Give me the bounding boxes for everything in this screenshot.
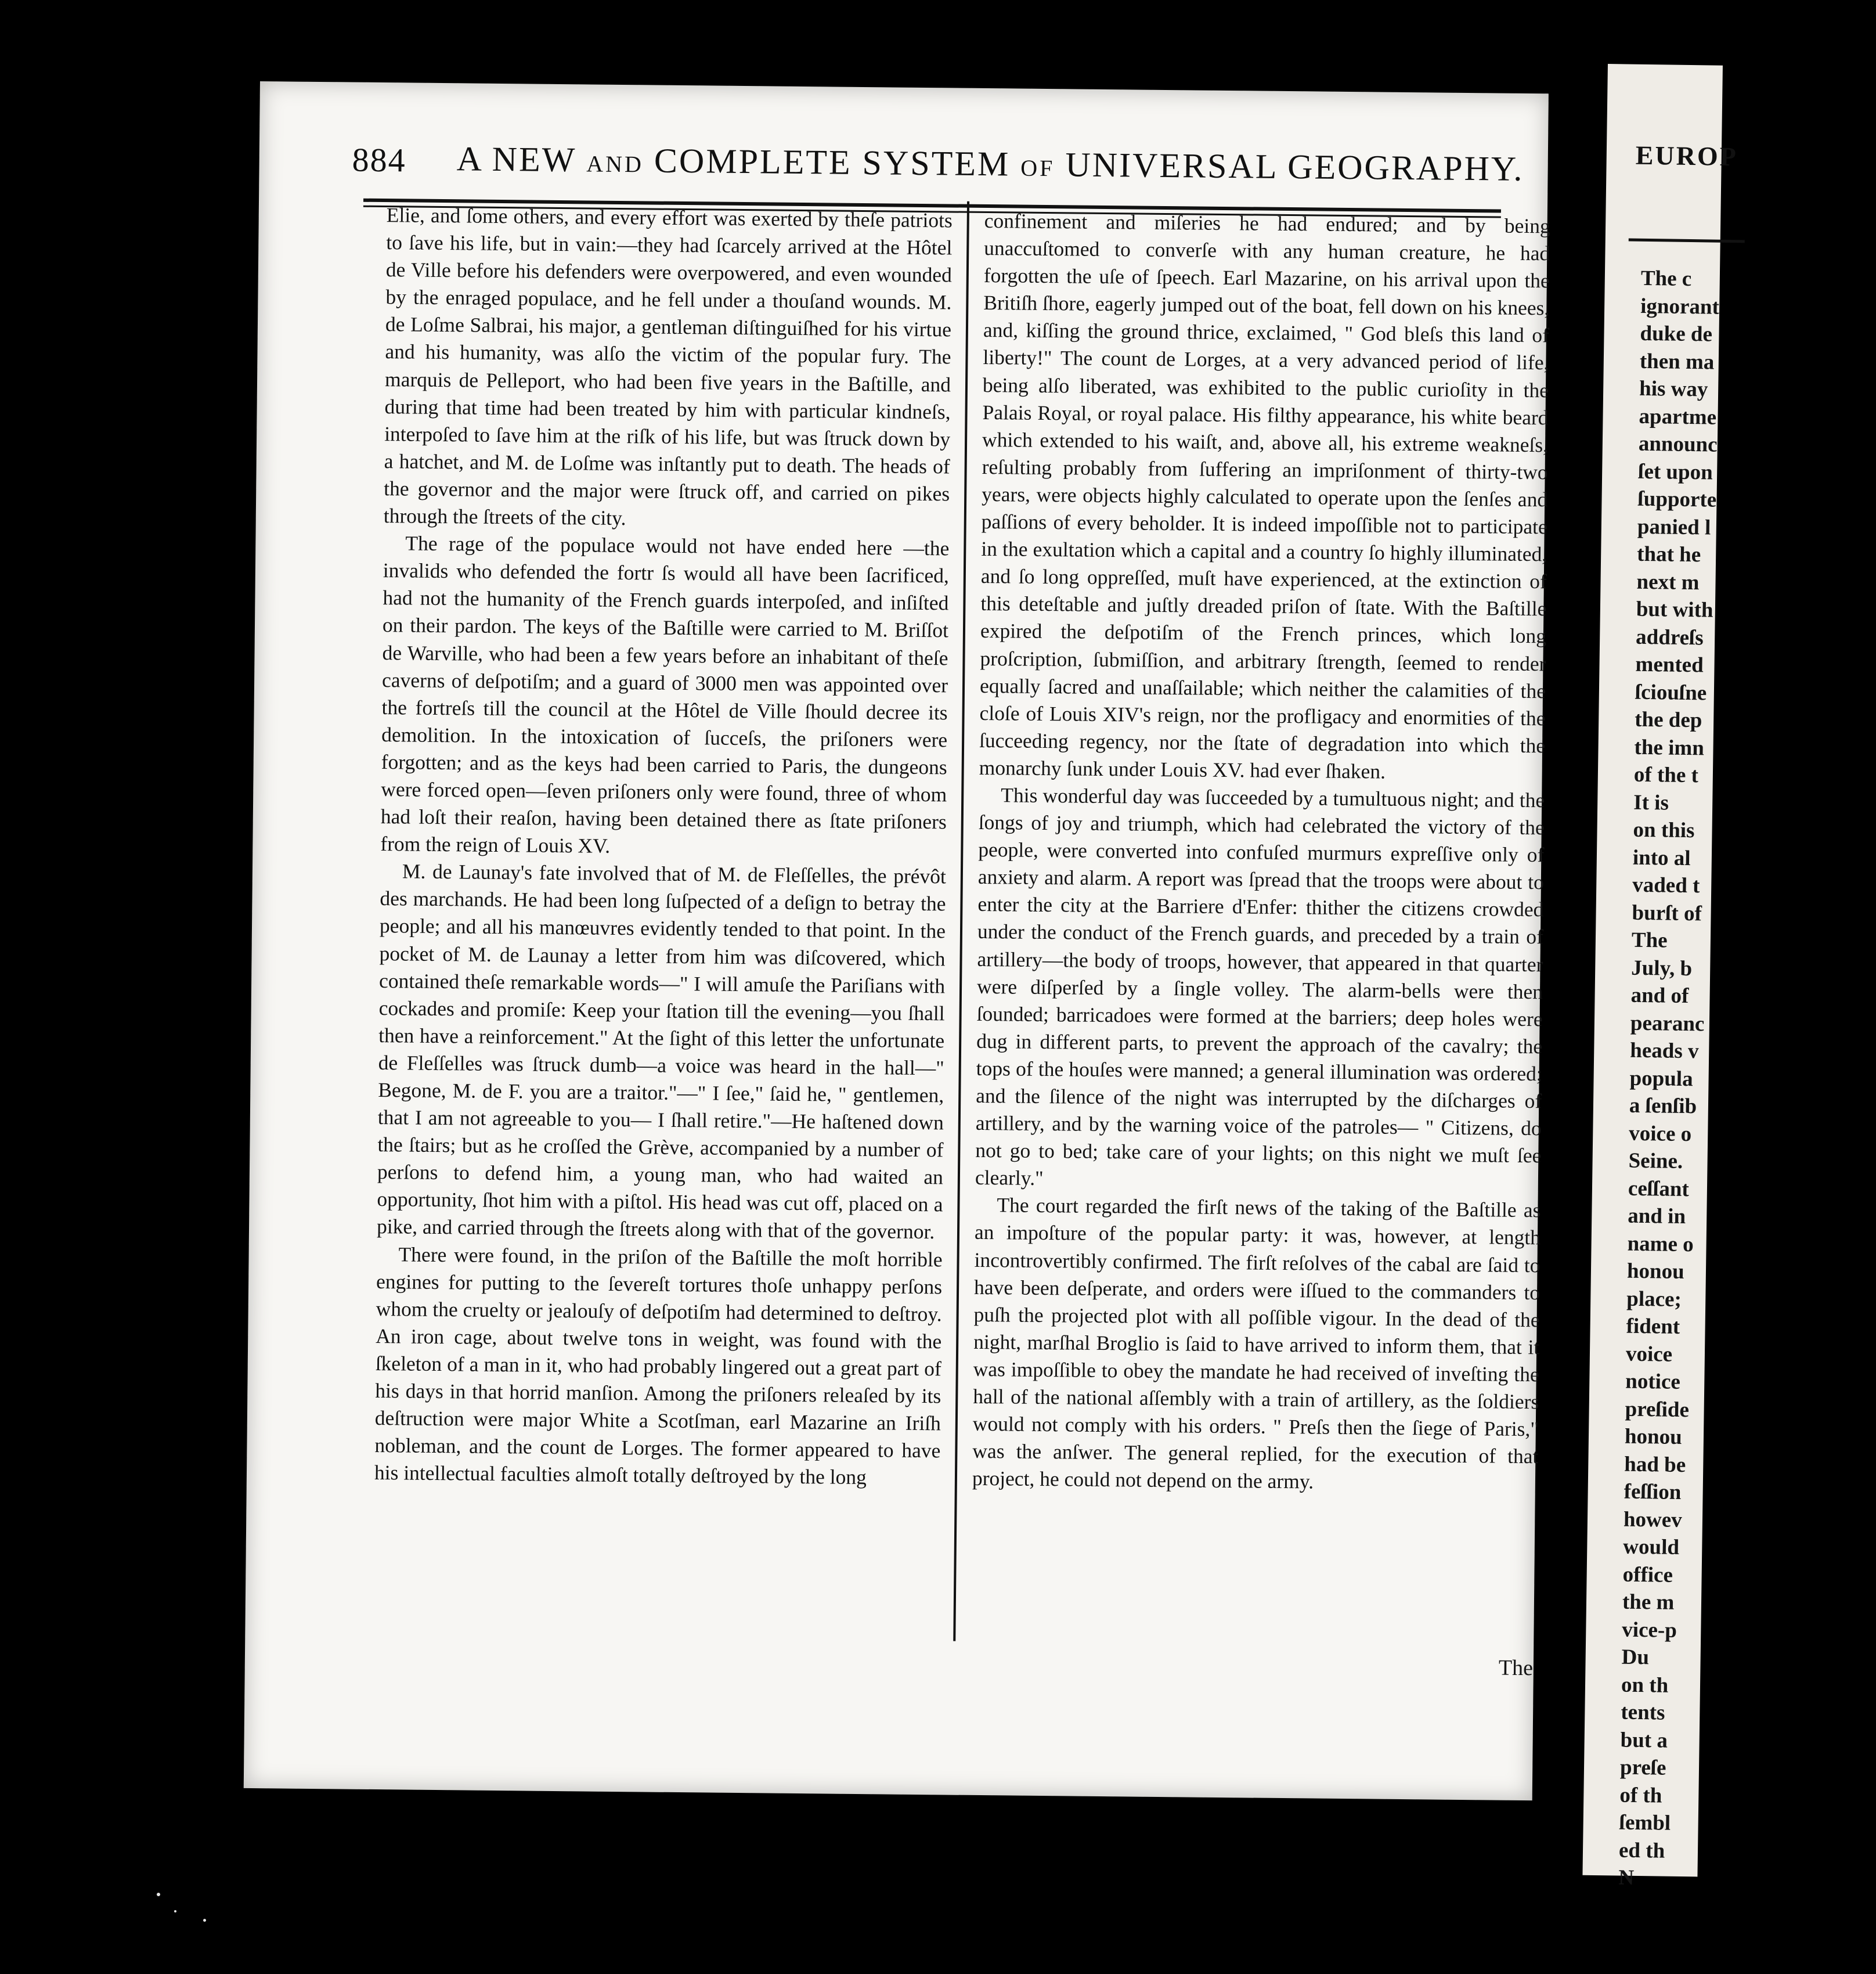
facing-line: panied l <box>1637 514 1711 540</box>
running-header <box>352 135 1524 198</box>
facing-line: vaded t <box>1632 873 1700 898</box>
title-part-b: COMPLETE SYSTEM <box>654 141 1011 183</box>
facing-line: Du <box>1621 1645 1650 1670</box>
facing-line: ed th <box>1618 1838 1665 1863</box>
facing-line: honou <box>1626 1259 1684 1284</box>
facing-line: duke de <box>1640 321 1713 347</box>
title-and: AND <box>586 150 644 178</box>
facing-line: his way <box>1639 376 1708 402</box>
facing-line: mented <box>1635 652 1704 678</box>
facing-line: It is <box>1633 790 1669 815</box>
column-divider <box>953 201 969 1641</box>
facing-line: the m <box>1622 1590 1675 1615</box>
facing-line: July, b <box>1630 956 1693 981</box>
facing-line: apartme <box>1639 404 1717 430</box>
page-number: 884 <box>352 141 407 179</box>
facing-line: fident <box>1626 1314 1680 1339</box>
facing-line: honou <box>1624 1424 1683 1450</box>
facing-line: ceſſant <box>1628 1176 1690 1201</box>
paragraph: confinement and miſeries he had endured; and by being unaccuſtomed to converſe with any human creature, he had forgotten the uſe of ſpeech. Earl Mazarine, on his arrival upon the Britiſh ſhore, eagerly jumped out of the boat, fell down on his knees, and, kiſſing the ground thrice, exclaimed, " God bleſs this land of liberty!" The count de Lorges, at a very advanced period of life, being alſo liberated, was exhibited to the public curioſity in the Palais Royal, or royal palace. His filthy appearance, his white beard which extended to his waiſt, and, above all, his extreme weakneſs, reſulting probably from ſuffering an impriſonment of thirty-two years, were objects highly calculated to operate upon the ſenſes and paſſions of every beholder. It is indeed impoſſible not to participate in the exultation which a capital and a country ſo highly illuminated, and ſo long oppreſſed, muſt have experienced, at the extinction of this deteſtable and juſtly dreaded priſon of ſtate. With the Baſtille expired the deſpotiſm of the French princes, which long proſcription, ſubmiſſion, and arbitrary ſtrength, ſeemed to render equally ſacred and unaſſailable; which neither the calamities of the cloſe of Louis XIV's reign, nor the profligacy and enormities of the ſucceeding regency, nor the ſtate of degradation into which the monarchy ſunk under Louis XV. had ever ſhaken. <box>979 208 1550 783</box>
paragraph: The rage of the populace would not have ended here —the invalids who defended the fortr ſs would all have been ſacrificed, had not the humanity of the French guards interpoſed, and inſiſted on their pardon. The keys of the Baſtille were carried to M. Briſſot de Warville, who had been a few years before an inhabitant of theſe caverns of deſpotiſm; and a guard of 3000 men was appointed over the fortreſs till the council at the Hôtel de Ville ſhould decree its demolition. In the intoxication of ſucceſs, the priſoners were forgotten; and as the keys had been carried to Paris, the dungeons were forced open—ſeven priſoners only were found, three of whom had loſt their reaſon, having been detained there as ſtate priſoners from the reign of Louis XV. <box>380 531 950 858</box>
facing-line: a ſenſib <box>1629 1093 1697 1119</box>
paragraph: Elie, and ſome others, and every effort was exerted by theſe patriots to ſave his life, but in vain:—they had ſcarcely arrived at the Hôtel de Ville before his defenders were overpowered, and even wounded by the enraged populace, and he fell under a thouſand wounds. M. de Loſme Salbrai, his major, a gentleman diſtinguiſhed for his virtue and his humanity, was alſo the victim of the popular fury. The marquis de Pelleport, who had been five years in the Baſtille, and during that time had been treated by him with particular kindneſs, interpoſed to ſave him at the riſk of his life, but was ſtruck down by a hatchet, and M. de Loſme was inſtantly put to death. The heads of the governor and the major were ſtruck off, and carried on pikes through the ſtreets of the city. <box>383 203 953 530</box>
facing-line: and of <box>1630 983 1689 1008</box>
facing-line: of the t <box>1633 762 1699 788</box>
facing-line: on th <box>1621 1673 1669 1698</box>
facing-line: on this <box>1633 817 1695 843</box>
title-part-a: A NEW <box>456 139 576 179</box>
catchword: The <box>1498 1655 1534 1681</box>
left-column <box>374 201 953 1492</box>
facing-page-header: EUROP <box>1635 140 1738 172</box>
facing-line: The <box>1631 928 1668 953</box>
facing-page <box>1582 64 1738 1890</box>
facing-line: addreſs <box>1635 625 1704 650</box>
facing-line: preſide <box>1625 1397 1690 1422</box>
paragraph: The court regarded the firſt news of the taking of the Baſtille as an impoſture of the popular party: it was, however, at length incontrovertibly confirmed. The firſt reſolves of the cabal are ſaid to have been deſperate, and orders were iſſued to the commanders to puſh the projected plot with all poſſible vigour. In the dead of the night, marſhal Broglio is ſaid to have arrived to inform them, that it was impoſſible to obey the mandate he had received of inveſting the hall of the national aſſembly with a train of artillery, as the ſoldiers would not comply with his orders. " Preſs then the ſiege of Paris," was the anſwer. The general replied, for the execution of that project, he could not depend on the army. <box>972 1193 1541 1493</box>
facing-line: preſe <box>1619 1755 1666 1780</box>
facing-line: place; <box>1626 1287 1682 1312</box>
facing-line: voice <box>1625 1342 1673 1367</box>
facing-line: ſet upon <box>1637 459 1713 485</box>
facing-line: of th <box>1619 1783 1662 1808</box>
facing-line: tents <box>1621 1700 1665 1725</box>
facing-line: into al <box>1632 845 1691 870</box>
title-part-c: UNIVERSAL GEOGRAPHY. <box>1065 145 1524 188</box>
facing-line: heads v <box>1629 1038 1699 1064</box>
facing-line: feſſion <box>1624 1479 1682 1505</box>
right-column <box>972 207 1550 1498</box>
facing-line: popula <box>1629 1066 1693 1091</box>
scan-speckle <box>157 1893 160 1896</box>
facing-line: then ma <box>1639 349 1715 374</box>
facing-line: ſembl <box>1619 1810 1671 1835</box>
facing-line: but a <box>1620 1728 1668 1753</box>
facing-line: had be <box>1624 1452 1686 1477</box>
facing-line: announc <box>1638 431 1718 457</box>
facing-line: office <box>1622 1562 1673 1587</box>
facing-line: N <box>1618 1865 1635 1890</box>
facing-line: The c <box>1640 266 1692 291</box>
facing-line: would <box>1623 1534 1680 1559</box>
scan-speckle <box>203 1919 206 1922</box>
facing-line: Seine. <box>1628 1148 1683 1173</box>
paragraph: M. de Launay's fate involved that of M. de Fleſſelles, the prévôt des marchands. He had been long ſuſpected of a deſign to betray the people; and all his manœuvres evidently tended to that point. In the pocket of M. de Launay a letter from him was diſcovered, which contained theſe remarkable words—" I will amuſe the Pariſians with cockades and promiſe: Keep your ſtation till the evening—you ſhall then have a reinforcement." At the ſight of this letter the unfortunate de Fleſſelles was ſtruck dumb—a voice was heard in the hall—" Begone, M. de F. you are a traitor."—" I ſee," ſaid he, " gentlemen, that I am not agreeable to you— I ſhall retire."—He haſtened down the ſtairs; but as he croſſed the Grève, accompanied by a number of perſons to defend him, a young man, who had waited an opportunity, ſhot him with a piſtol. His head was cut off, placed on a pike, and carried through the ſtreets along with that of the governor. <box>376 859 947 1244</box>
title-of: OF <box>1020 154 1055 182</box>
facing-line: burſt of <box>1632 900 1702 925</box>
facing-line: that he <box>1636 542 1701 567</box>
facing-line: the dep <box>1634 707 1702 733</box>
facing-line: howev <box>1623 1507 1683 1532</box>
facing-line: ſupporte <box>1637 487 1717 512</box>
running-title <box>456 139 1524 189</box>
book-page <box>244 81 1549 1800</box>
facing-line: next m <box>1636 570 1700 595</box>
facing-line: but with <box>1636 597 1713 622</box>
paragraph: There were found, in the priſon of the Baſtille the moſt horrible engines for putting to the ſevereſt tortures thoſe unhappy perſons whom the cruelty or jealouſy of deſpotiſm had determined to deſtroy. An iron cage, about twelve tons in weight, was found with the ſkeleton of a man in it, who had probably lingered out a great part of his days in that horrid manſion. Among the priſoners releaſed by its deſtruction were major White a Scotſman, earl Mazarine an Iriſh nobleman, and the count de Lorges. The former appeared to have his intellectual faculties almoſt totally deſtroyed by the long <box>374 1242 943 1489</box>
facing-line: voice o <box>1629 1121 1692 1146</box>
facing-line: pearanc <box>1630 1011 1705 1036</box>
paragraph: This wonderful day was ſucceeded by a tumultuous night; and the ſongs of joy and triumph, which had celebrated the victory of the people, were converted into confuſed murmurs expreſſive only of anxiety and alarm. A report was ſpread that the troops were about to enter the city at the Barriere d'Enfer: thither the citizens crowded under the conduct of the French guards, and preceded by a train of artillery—the body of troops, however, that appeared in that quarter were diſperſed by a ſingle volley. The alarm-bells were then ſounded; barricadoes were formed at the barriers; deep holes were dug in different parts, to prevent the approach of the cavalry; the tops of the houſes were manned; a general illumination was ordered; and the ſilence of the night was interrupted by the diſcharges of artillery, and by the warning voice of the patroles— " Citizens, do not go to bed; take care of your lights; on this night we muſt ſee clearly." <box>975 783 1545 1190</box>
facing-line: ignorant <box>1640 294 1720 319</box>
facing-line: the imn <box>1634 735 1705 760</box>
facing-line: name o <box>1627 1231 1694 1256</box>
facing-header-rule <box>1629 239 1745 243</box>
scan-speckle <box>174 1910 176 1912</box>
facing-page-text <box>1618 265 1873 1895</box>
facing-line: and in <box>1628 1204 1686 1229</box>
facing-line: vice-p <box>1622 1618 1677 1642</box>
facing-line: ſciouſne <box>1635 680 1707 705</box>
facing-line: notice <box>1625 1369 1681 1394</box>
